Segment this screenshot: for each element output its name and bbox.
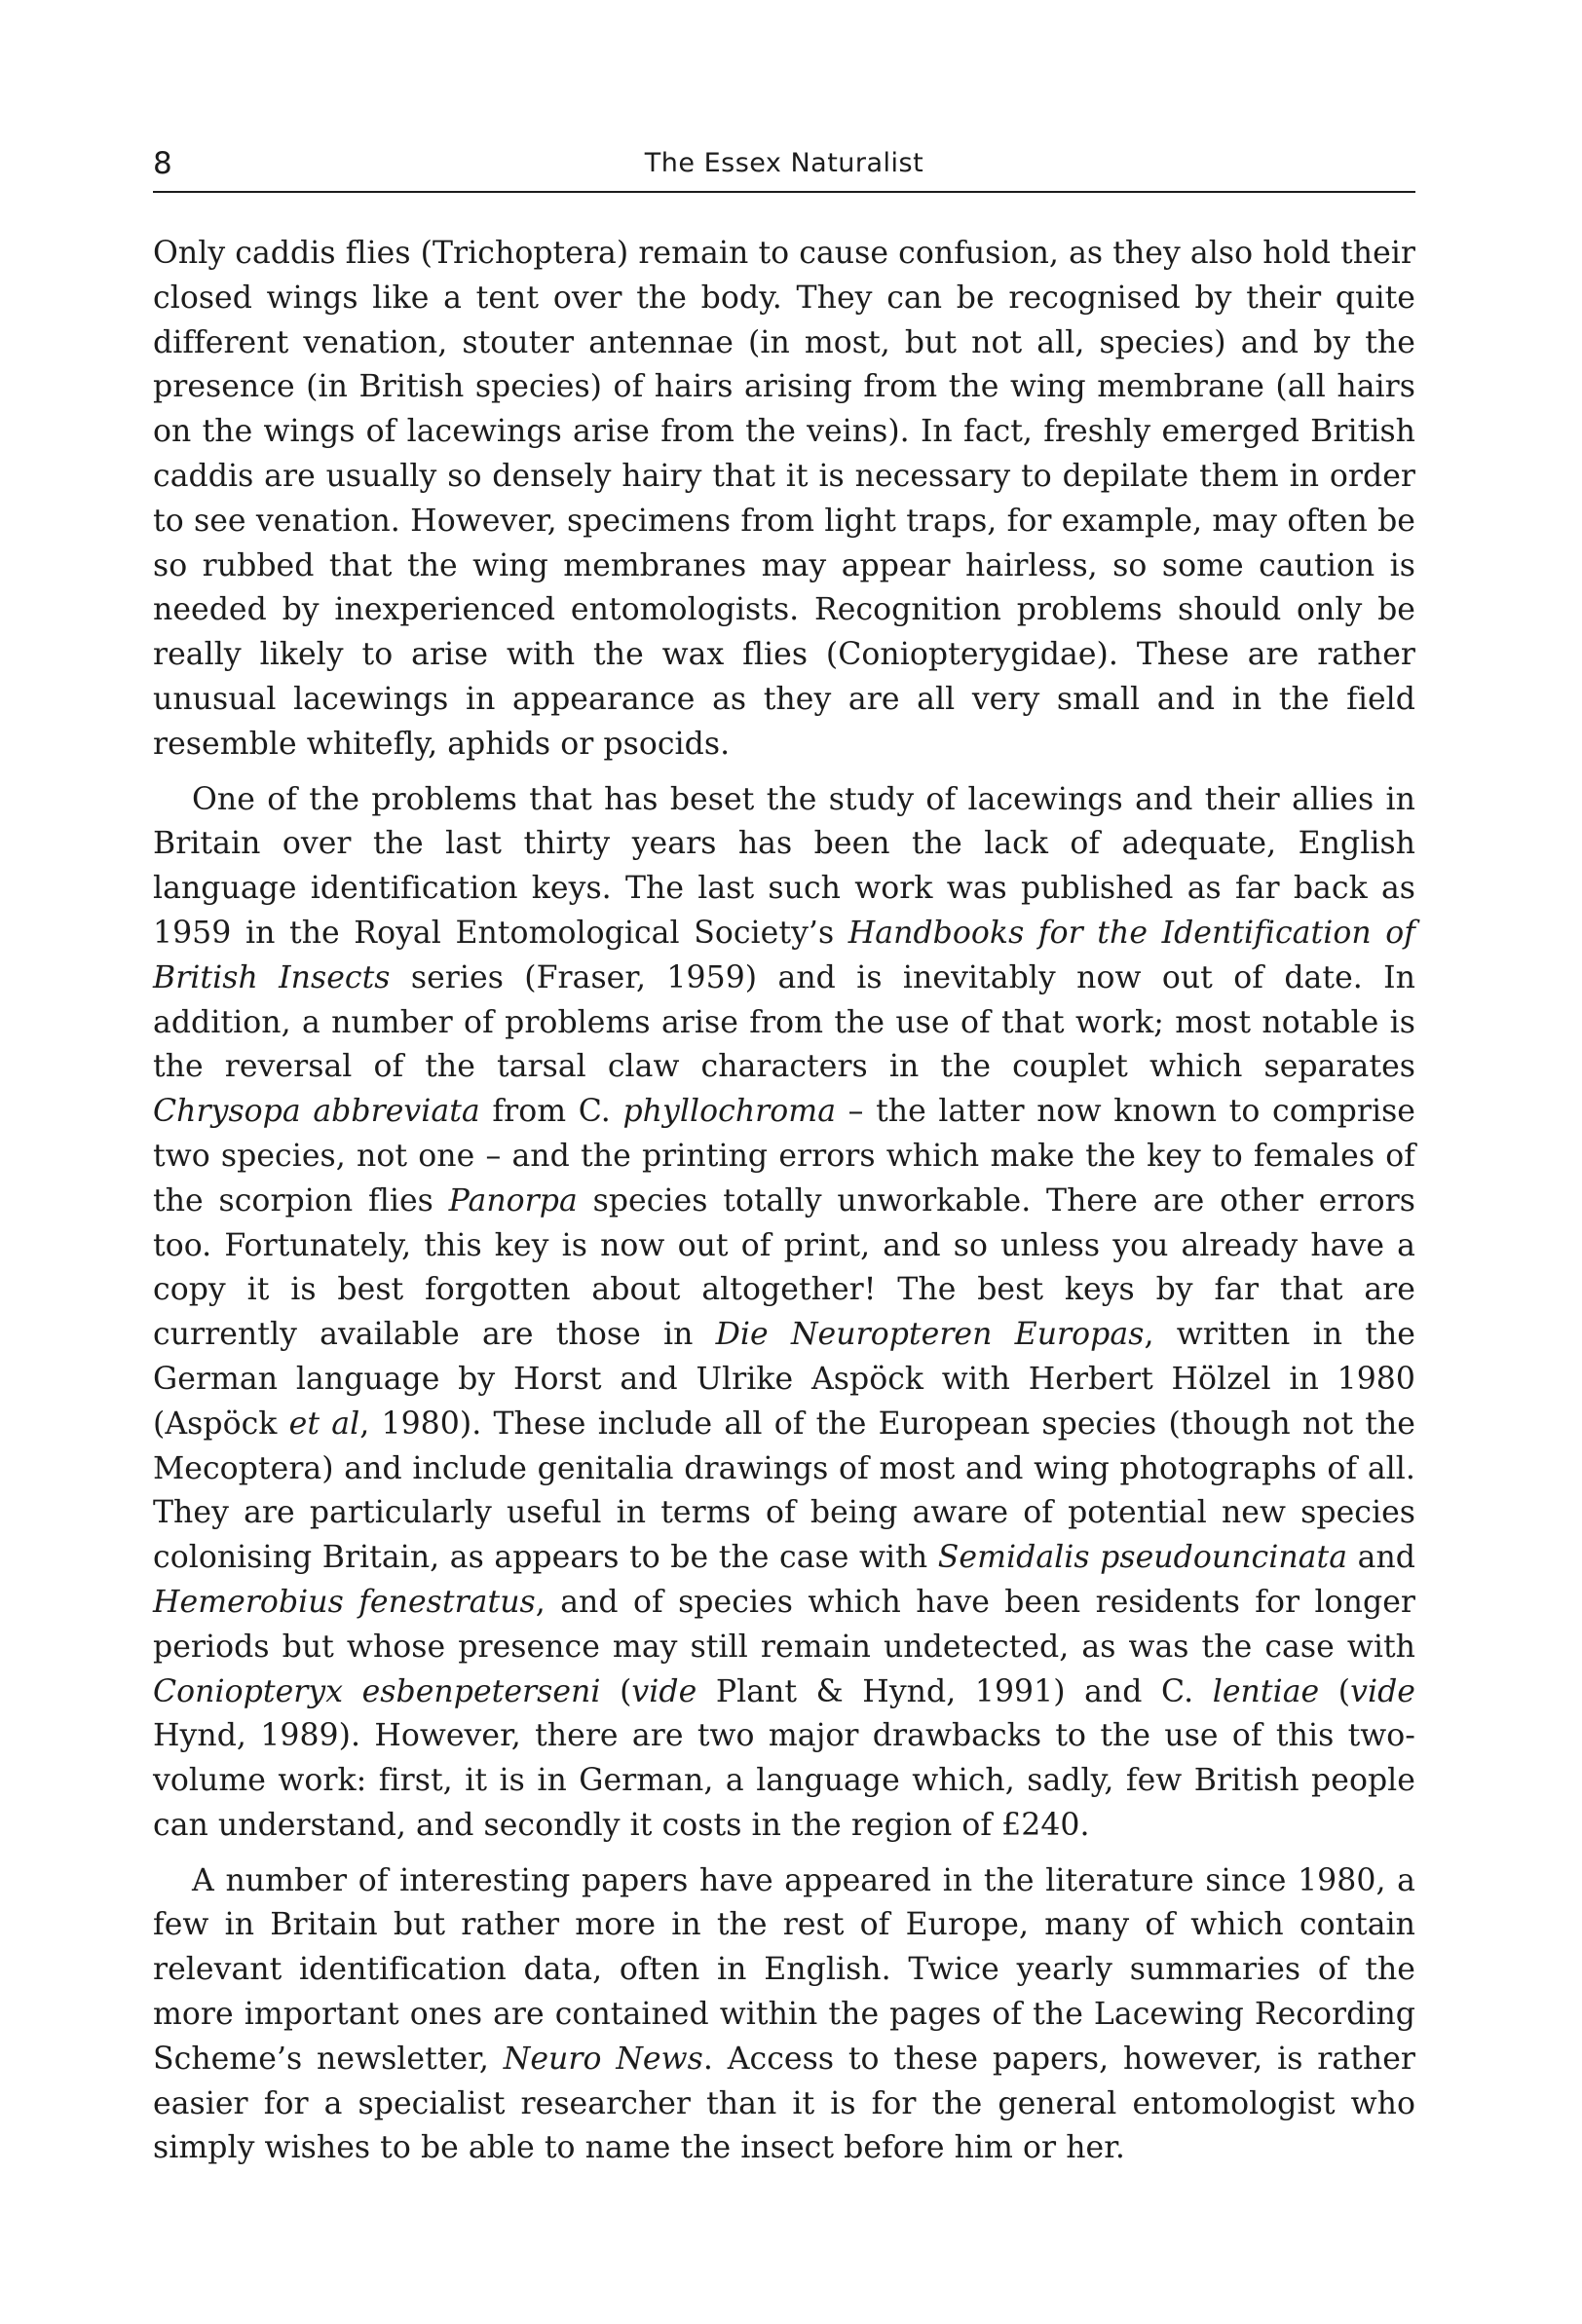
italic-text: Panorpa <box>448 1182 578 1218</box>
paragraph-3 <box>153 1859 1415 2172</box>
paragraph-2 <box>153 778 1415 1849</box>
text-run: – the latter now known to comprise two species, not one – and the printing errors which make the key to females of the scorpion flies <box>153 1094 1415 1218</box>
italic-text: Coniopteryx esbenpeterseni <box>153 1673 601 1709</box>
italic-text: phyllochroma <box>622 1094 837 1130</box>
text-run: series (Fraser, 1959) and is inevitably now out of date. In addition, a number of problems arise from the use of that work; most notable is the reversal of the tarsal claw characters in the couplet which separates <box>153 959 1416 1085</box>
text-run: Only caddis flies (Trichoptera) remain to cause confusion, as they also hold their closed wings like a tent over the body. They can be recognised by their quite different venation, stouter antennae (in most, but not all, species) and by the presence (in British species) of hairs arising from the wing membrane (all hairs on the wings of lacewings arise from the veins). In fact, freshly emerged British caddis are usually so densely hairy that it is necessary to depilate them in order to see venation. However, specimens from light traps, for example, may often be so rubbed that the wing membranes may appear hairless, so some caution is needed by inexperienced entomologists. Recognition problems should only be really likely to arise with the wax flies (Coniopterygidae). These are rather unusual lacewings in appearance as they are all very small and in the field resemble whitefly, aphids or psocids. <box>153 236 1415 762</box>
text-run: and <box>1347 1540 1415 1576</box>
text-run: ( <box>1319 1673 1351 1709</box>
body-text <box>153 232 1415 2182</box>
italic-text: Chrysopa abbreviata <box>153 1094 480 1130</box>
text-run: Hynd, 1989). However, there are two major drawbacks to the use of this two-volume work: first, it is in German, a language which, sadly, few British people can understand, and secondly it costs in the region of £240. <box>153 1718 1415 1843</box>
page-header <box>153 136 1415 193</box>
text-run: , and of species which have been residents for longer periods but whose presence may still remain undetected, as was the case with <box>153 1584 1415 1665</box>
text-run: . Access to these papers, however, is rather easier for a specialist researcher than it is for the general entomologist who simply wishes to be able to name the insect before him or her. <box>153 2041 1416 2166</box>
italic-text: vide <box>1350 1673 1416 1709</box>
text-run: species totally unworkable. There are other errors too. Fortunately, this key is now out of print, and so unless you already have a copy it is best forgotten about altogether! The best keys by far that are currently available are those in <box>153 1182 1415 1353</box>
text-run: , 1980). These include all of the European species (though not the Mecoptera) and include genitalia drawings of most and wing photographs of all. They are particularly useful in terms of being aware of potential new species colonising Britain, as appears to be the case with <box>153 1406 1415 1576</box>
text-run: A number of interesting papers have appeared in the literature since 1980, a few in Britain but rather more in the rest of Europe, many of which contain relevant identification data, often in English. Twice yearly summaries of the more important ones are contained within the pages of the Lacewing Recording Scheme’s newsletter, <box>153 1862 1415 2077</box>
text-run: ( <box>600 1673 632 1709</box>
italic-text: Hemerobius fenestratus <box>153 1584 536 1620</box>
text-run: One of the problems that has beset the study of lacewings and their allies in Britain over the last thirty years has been the lack of adequate, English language identification keys. The last such work was published as far back as 1959 in the Royal Entomological Society’s <box>153 781 1415 951</box>
text-run: Plant & Hynd, 1991) and C. <box>697 1673 1213 1709</box>
page-number: 8 <box>153 146 172 181</box>
italic-text: Neuro News <box>503 2041 703 2077</box>
running-title: The Essex Naturalist <box>644 148 924 178</box>
italic-text: vide <box>631 1673 697 1709</box>
italic-text: Semidalis pseudouncinata <box>937 1540 1348 1576</box>
italic-text: lentiae <box>1212 1673 1320 1709</box>
text-run: , written in the German language by Horst and Ulrike Aspöck with Herbert Hölzel in 1980 (Aspöck <box>153 1317 1415 1442</box>
paragraph-1 <box>153 232 1415 768</box>
italic-text: Handbooks for the Identification of British Insects <box>153 915 1416 995</box>
text-run: from C. <box>479 1094 623 1130</box>
italic-text: Die Neuropteren Europas <box>715 1317 1145 1353</box>
italic-text: et al <box>288 1406 360 1442</box>
